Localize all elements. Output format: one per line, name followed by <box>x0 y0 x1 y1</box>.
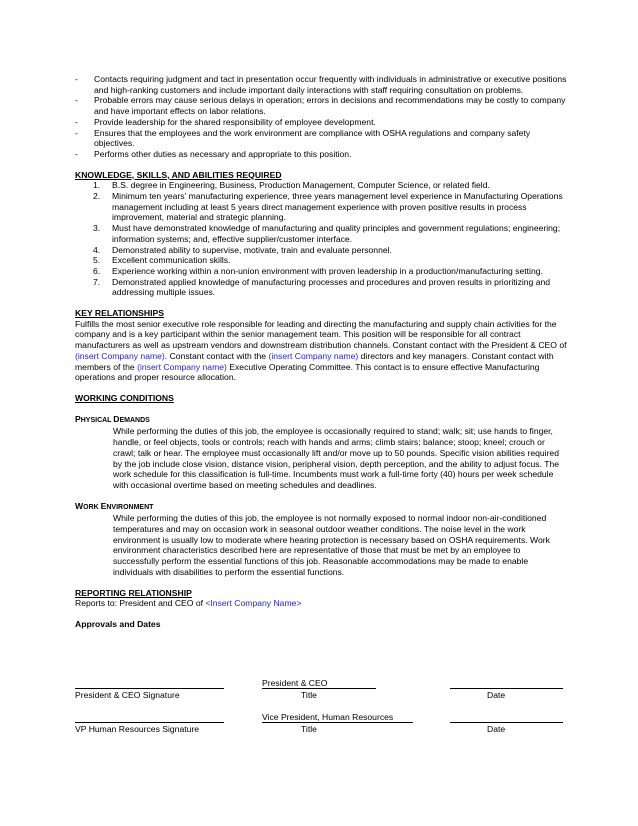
list-item: 7. Demonstrated applied knowledge of manufacturing processes and procedures and proven results in prioritizing and addressing multiple issues. <box>93 276 551 298</box>
intro-bullet-list <box>75 74 567 160</box>
company-name-placeholder: (insert Company name) <box>137 361 227 372</box>
title-field[interactable]: President & CEO <box>262 678 376 689</box>
date-label: Date <box>487 690 506 700</box>
signature-row <box>75 712 567 736</box>
list-item: - Contacts requiring judgment and tact in presentation occur frequently with individuals in administrative or executive positions and high-ranking customers and include important daily interactions with staff requiring consultation on problems. <box>75 74 567 95</box>
list-item: 5. Excellent communication skills. <box>93 255 231 266</box>
company-name-placeholder: (insert Company name) <box>268 350 359 361</box>
list-item: 2. Minimum ten years' manufacturing experience, three years management level experience in Manufacturing Operations management including at least 5 years direct management experience with proven positive results in process improvement, material and strategic planning. <box>93 191 563 223</box>
work-environment-subheading: WORK ENVIRONMENT <box>75 500 154 511</box>
list-item: 4. Demonstrated ability to supervise, motivate, train and evaluate personnel. <box>93 244 392 255</box>
signature-label: VP Human Resources Signature <box>75 724 200 734</box>
ksa-list <box>75 180 567 298</box>
working-conditions-heading: WORKING CONDITIONS <box>75 392 174 403</box>
date-label: Date <box>487 724 506 734</box>
signature-line[interactable] <box>75 712 224 723</box>
date-line[interactable] <box>450 712 563 723</box>
date-line[interactable] <box>450 678 563 689</box>
list-item: - Provide leadership for the shared responsibility of employee development. <box>75 116 376 127</box>
work-environment-text: While performing the duties of this job, the employee is not normally exposed to normal indoor non-air-conditioned temperatures and may on occasion work in seasonal outdoor weather conditions. The noise level in the work environment is usually low to moderate where hearing protection is necessary based on OSHA requirements. Work environment characteristics described here are representative of those that must be met by an employee to successfully perform the essential functions of this job. Reasonable accommodations may be made to enable individuals with disabilities to perform the essential functions. <box>113 513 550 577</box>
approvals-heading: Approvals and Dates <box>75 618 161 629</box>
reporting-text: Reports to: President and CEO of <Insert Company Name> <box>75 598 302 609</box>
physical-demands-subheading: PHYSICAL DEMANDS <box>75 413 150 424</box>
physical-demands-text: While performing the duties of this job, the employee is occasionally required to stand; walk; sit; use hands to finger, handle, or feel objects, tools or controls; reach with hands and arms; climb stairs; balance; stoop; kneel; crouch or crawl; talk or hear. The employee must occasionally lift and/or move up to 50 pounds. Specific vision abilities required by the job include close vision, distance vision, peripheral vision, depth perception, and the ability to adjust focus. The work schedule for this classification is full-time. Incumbents must work a full-time forty (40) hours per week schedule with occasional overtime based on meeting schedules and deadlines. <box>113 426 560 490</box>
list-item: - Performs other duties as necessary and appropriate to this position. <box>75 148 352 159</box>
reporting-heading: REPORTING RELATIONSHIP <box>75 587 192 598</box>
signature-row <box>75 678 567 702</box>
document-page <box>75 74 567 630</box>
key-relationships-text: Fulfills the most senior executive role responsible for leading and directing the manufacturing and supply chain activities for the company and is a key participant within the senior management team. This position will be responsible for all contract manufacturers as well as upstream vendors and downstream distribution channels. Constant contact with the President & CEO of (insert Company name). Constant contact with the (insert Company name) directors and key managers. Constant contact with members of the (insert Company name) Executive Operating Committee. This contact is to ensure effective Manufacturing operations and proper resource allocation. <box>75 318 567 383</box>
signature-line[interactable] <box>75 678 224 689</box>
list-item: - Probable errors may cause serious delays in operation; errors in decisions and recommendations may be costly to company and have important effects on labor relations. <box>75 95 566 117</box>
key-relationships-heading: KEY RELATIONSHIPS <box>75 308 164 319</box>
signature-label: President & CEO Signature <box>75 690 180 700</box>
title-label: Title <box>301 724 317 734</box>
list-item: 1. B.S. degree in Engineering, Business, Production Management, Computer Science, or related field. <box>93 180 490 191</box>
title-field[interactable]: Vice President, Human Resources <box>262 712 413 723</box>
list-item: 6. Experience working within a non-union environment with proven leadership in a production/manufacturing setting. <box>93 265 543 276</box>
list-item: 3. Must have demonstrated knowledge of manufacturing and quality principles and government regulations; engineering; information systems; and, effective supplier/customer interface. <box>93 223 561 244</box>
title-label: Title <box>301 690 317 700</box>
company-name-placeholder: (insert Company name). <box>75 350 168 361</box>
list-item: - Ensures that the employees and the work environment are compliance with OSHA regulations and company safety objectives. <box>75 127 531 149</box>
company-name-placeholder: <Insert Company Name> <box>205 598 302 609</box>
ksa-heading: KNOWLEDGE, SKILLS, AND ABILITIES REQUIRED <box>75 169 282 180</box>
